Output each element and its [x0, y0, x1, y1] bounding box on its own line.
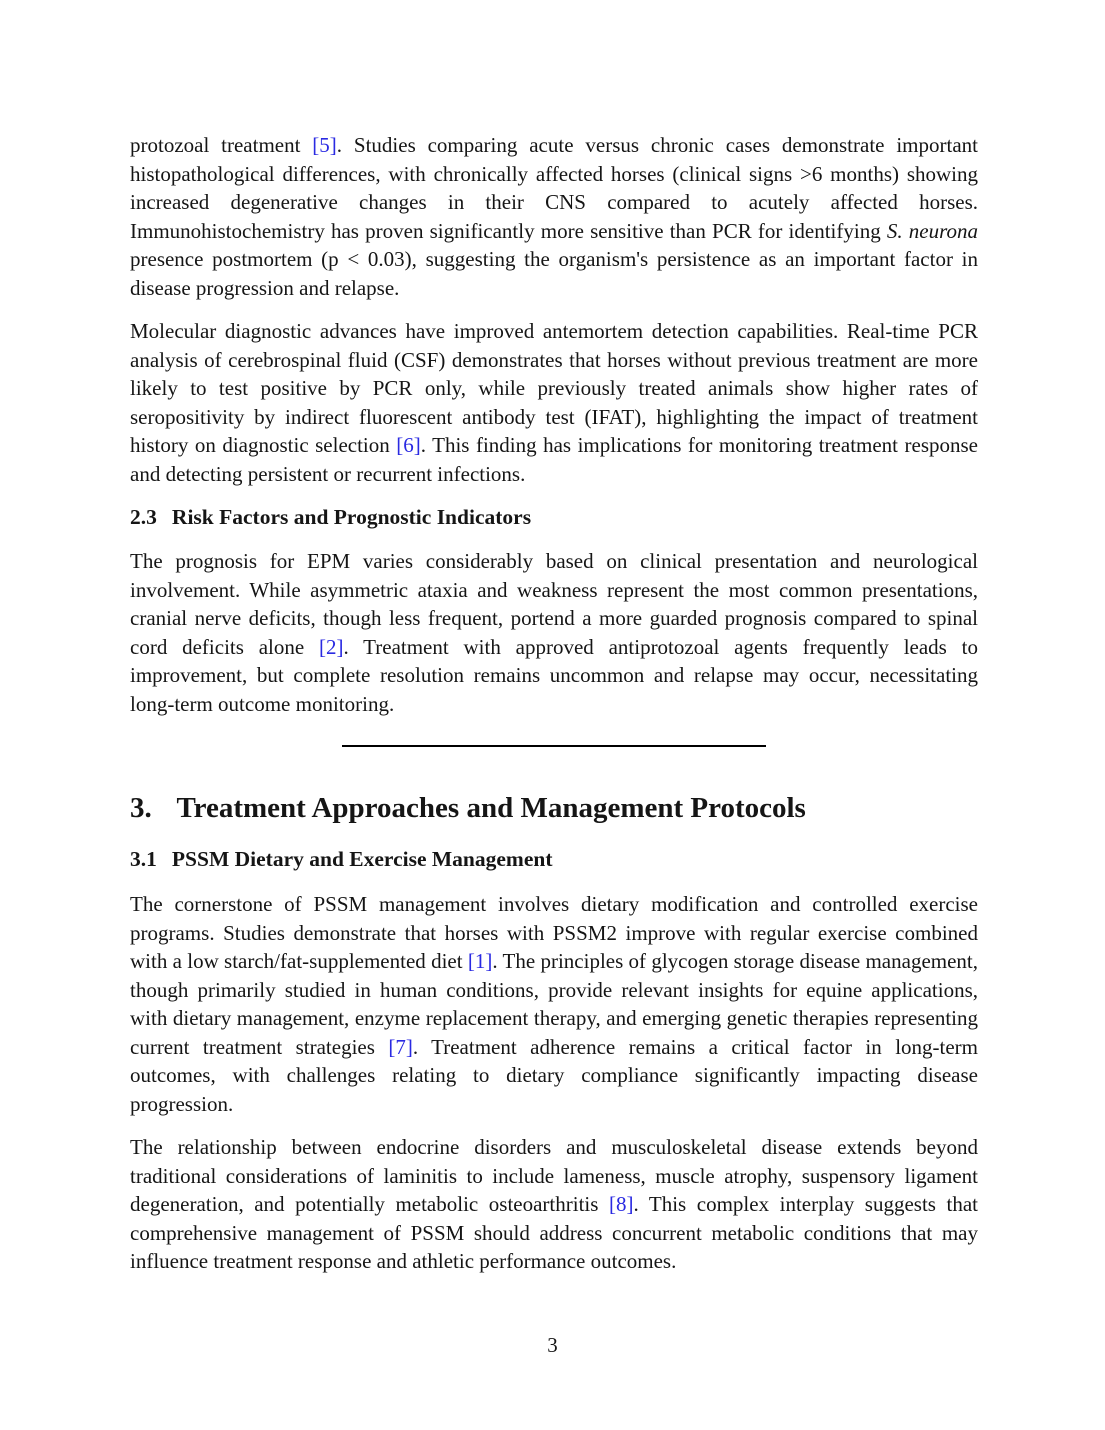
citation-link[interactable]: [6] — [396, 433, 421, 457]
section-number: 3. — [130, 792, 152, 824]
subsection-title: Risk Factors and Prognostic Indicators — [171, 505, 532, 529]
citation-link[interactable]: [1] — [467, 949, 493, 973]
text-run: The cornerstone of PSSM management involves dietary modification and controlled exercise programs. Studies demonstrate that horses with PSSM2 improve with regular exercise combined with a low starch/fat-supplemented diet — [130, 892, 978, 973]
text-run: The prognosis for EPM varies considerably based on clinical presentation and neurological involvement. While asymmetric ataxia and weakness represent the most common presentations, cranial nerve deficits, though less frequent, portend a more guarded prognosis compared to spinal cord deficits alone — [130, 549, 978, 659]
citation-link[interactable]: [8] — [608, 1192, 634, 1216]
page-body — [130, 131, 978, 1276]
text-run: . Treatment adherence remains a critical factor in long-term outcomes, with challenges relating to dietary compliance significantly impacting disease progression. — [130, 1034, 979, 1116]
italic-species-name: S. neurona — [886, 218, 978, 243]
text-run: . Treatment with approved antiprotozoal agents frequently leads to improvement, but complete resolution remains uncommon and relapse may occur, necessitating long-term outcome monitoring. — [130, 634, 978, 716]
citation-link[interactable]: [5] — [312, 133, 337, 157]
page-number: 3 — [547, 1333, 558, 1357]
section-title: Treatment Approaches and Management Protocols — [176, 792, 806, 824]
paragraph-endocrine-relationship — [130, 1133, 978, 1276]
paragraph-histopathology — [130, 131, 978, 302]
text-run: . This complex interplay suggests that comprehensive management of PSSM should address concurrent metabolic conditions that may influence treatment response and athletic performance outcomes. — [130, 1192, 978, 1273]
text-run: . The principles of glycogen storage disease management, though primarily studied in human conditions, provide relevant insights for equine applications, with dietary management, enzyme replacement therapy, and emerging genetic therapies representing current treatment strategies — [130, 949, 979, 1059]
subsection-number: 3.1 — [130, 847, 157, 871]
text-run: . Studies comparing acute versus chronic cases demonstrate important histopathological differences, with chronically affected horses (clinical signs >6 months) showing increased degenerative changes in their CNS compared to acutely affected horses. Immunohistochemistry has proven significantly more sensitive than PCR for identifying — [130, 133, 978, 243]
paragraph-prognosis — [130, 547, 978, 718]
text-run: . This finding has implications for monitoring treatment response and detecting persistent or recurrent infections. — [130, 433, 978, 486]
paragraph-molecular-diagnostics — [130, 317, 978, 488]
paragraph-pssm-cornerstone — [130, 890, 978, 1118]
subsection-heading-risk-factors — [130, 503, 978, 531]
section-heading-treatment — [130, 791, 978, 826]
text-run: protozoal treatment — [130, 133, 313, 157]
subsection-heading-pssm — [130, 845, 978, 873]
text-run: presence postmortem (p < 0.03), suggesting the organism's persistence as an important factor in disease progression and relapse. — [130, 247, 978, 300]
page-footer — [0, 1331, 1105, 1359]
citation-link[interactable]: [2] — [319, 634, 344, 659]
text-run: The relationship between endocrine disorders and musculoskeletal disease extends beyond traditional considerations of laminitis to include lameness, muscle atrophy, suspensory ligament degeneration, and potentially metabolic osteoarthritis — [130, 1135, 978, 1216]
subsection-number: 2.3 — [130, 505, 157, 529]
text-run: Molecular diagnostic advances have improved antemortem detection capabilities. Real-time PCR analysis of cerebrospinal fluid (CSF) demonstrates that horses without previous treatment are more likely to test positive by PCR only, while previously treated animals show higher rates of seropositivity by indirect fluorescent antibody test (IFAT), highlighting the impact of treatment history on diagnostic selection — [130, 319, 978, 457]
section-divider-rule — [342, 745, 766, 747]
citation-link[interactable]: [7] — [388, 1034, 413, 1059]
subsection-title: PSSM Dietary and Exercise Management — [171, 847, 553, 871]
